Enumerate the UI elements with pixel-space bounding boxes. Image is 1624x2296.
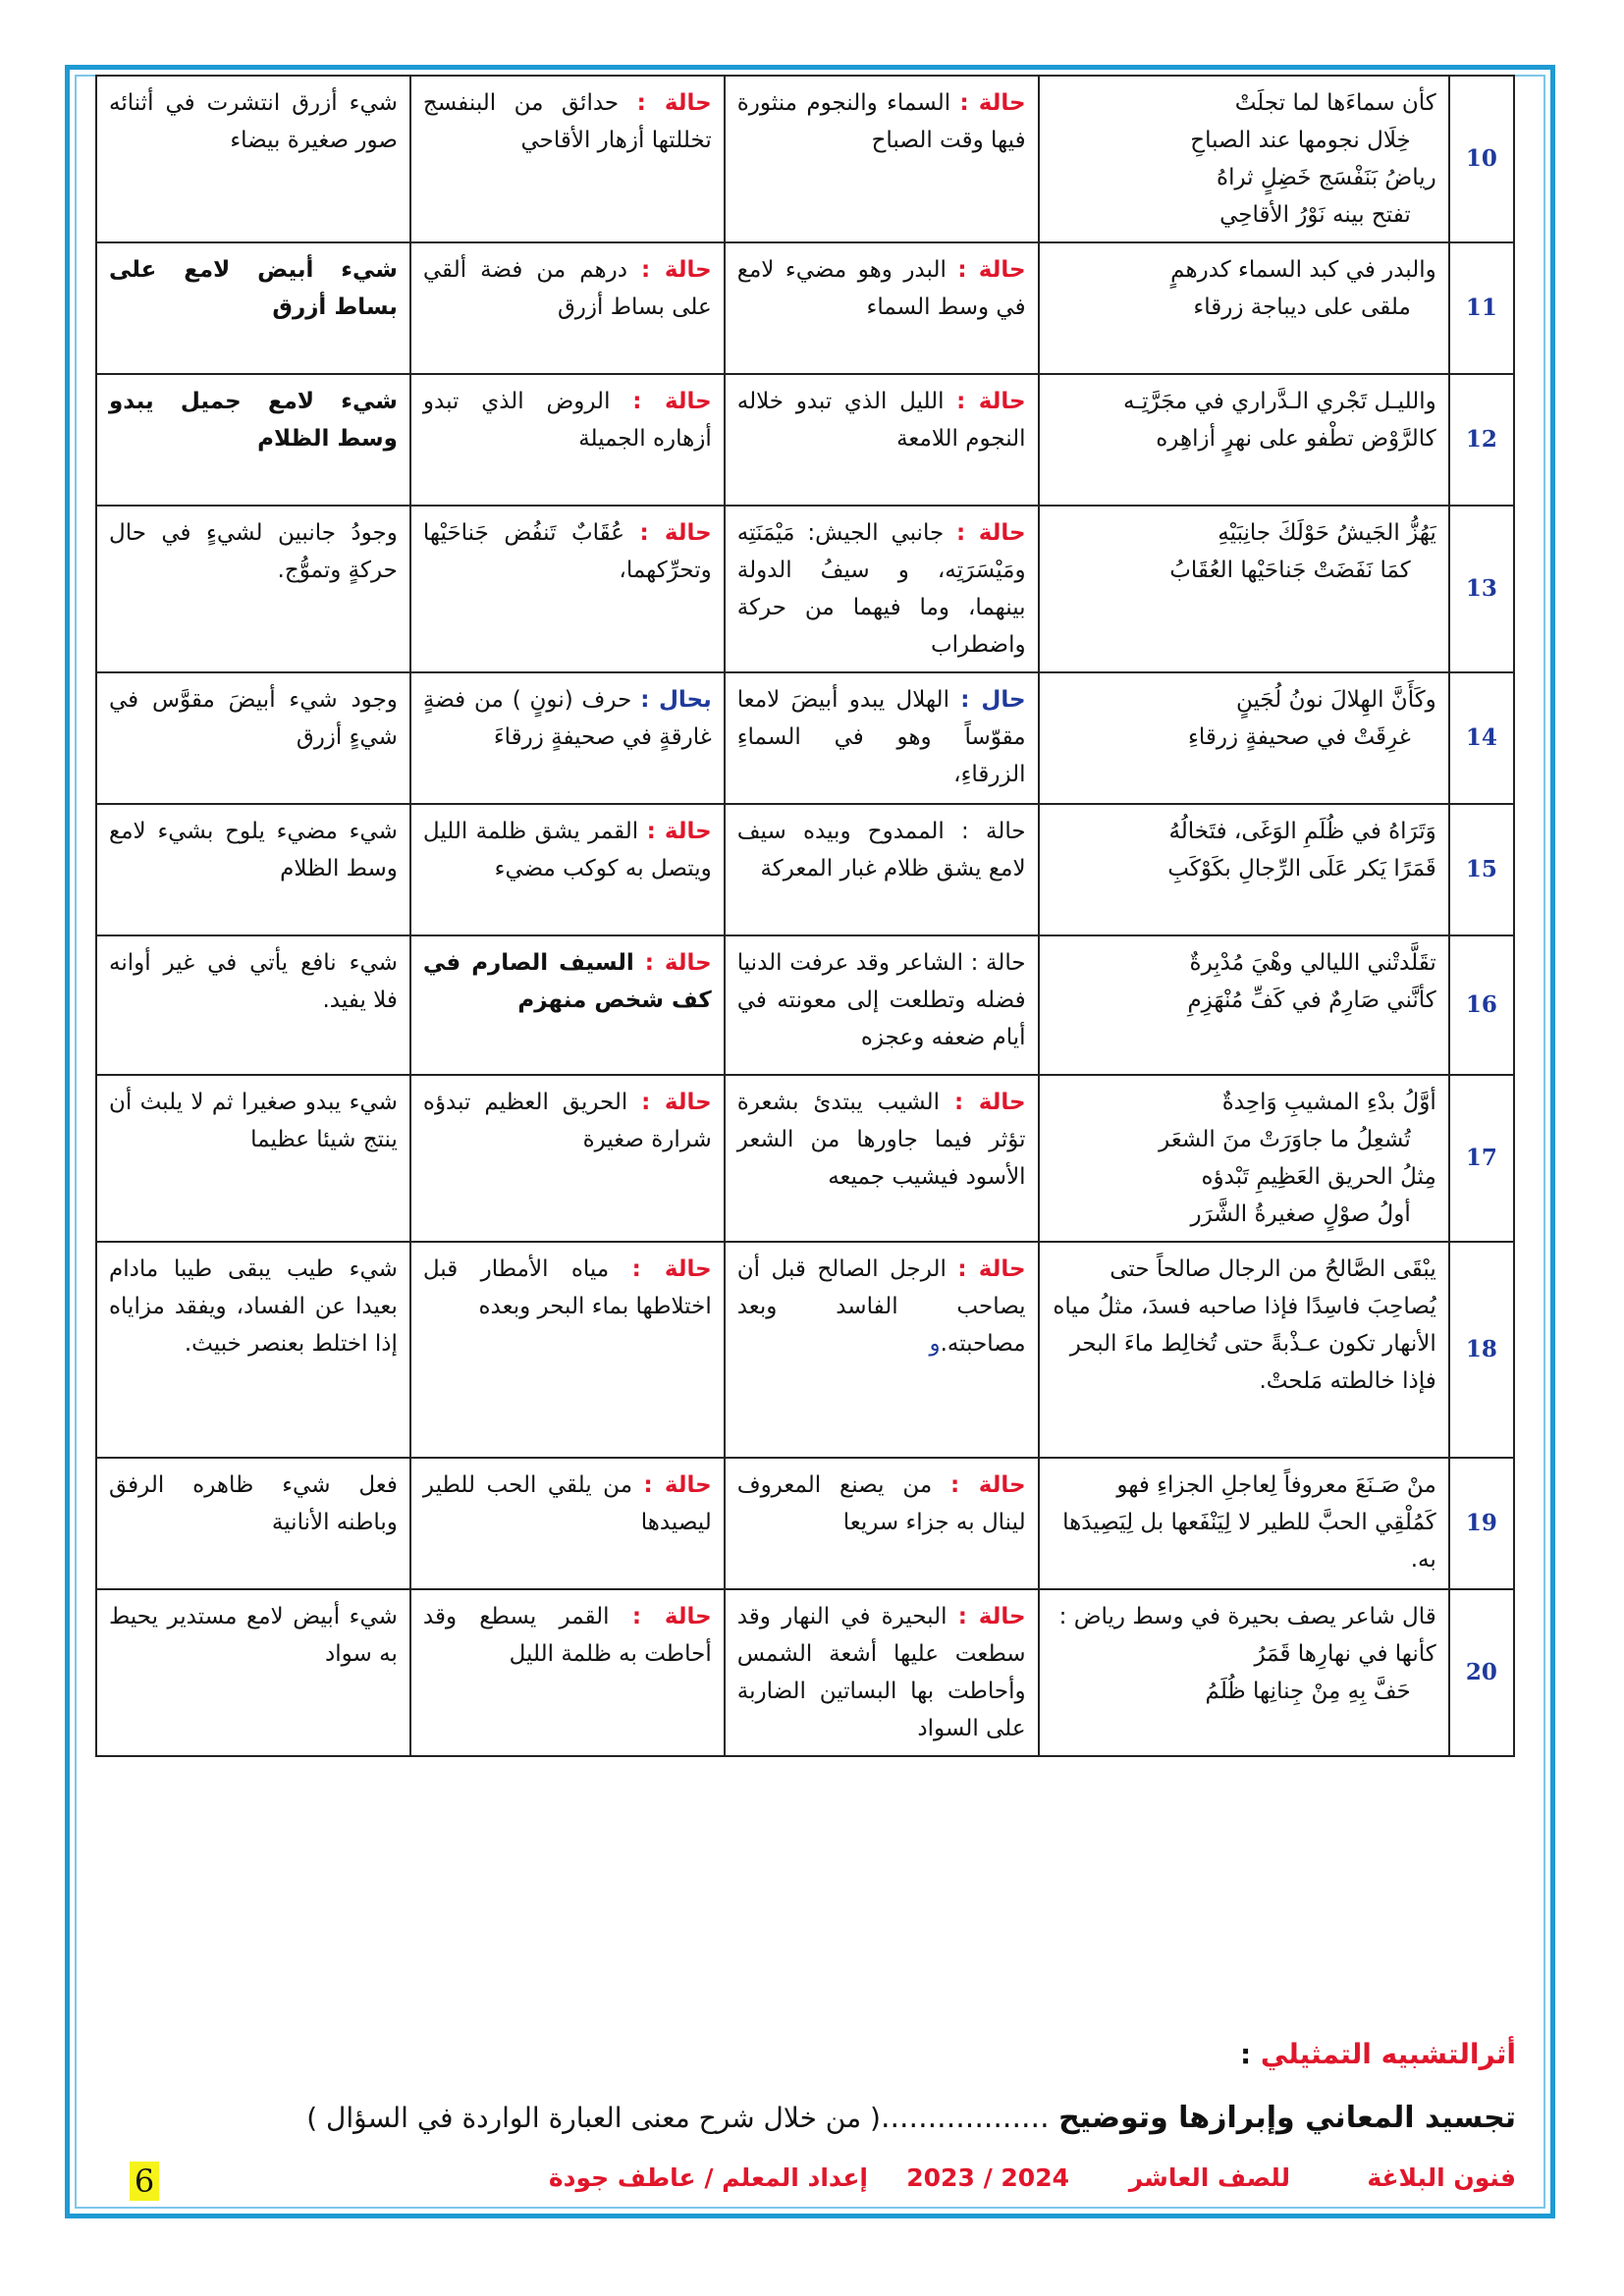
- original-case-cell-text: من يصنع المعروف لينال به جزاء سريعا: [736, 1472, 1026, 1535]
- footer-subject: فنون البلاغة: [1367, 2163, 1516, 2192]
- common-trait-cell-text: شيء أبيض لامع على بساط أزرق: [109, 257, 398, 320]
- common-trait-cell: [96, 672, 410, 804]
- verse-line: أولُ صوْلٍ صغيرةُ الشَّرَر: [1190, 1201, 1411, 1227]
- common-trait-cell-text: وجودُ جانبين لشيءٍ في حال حركةٍ وتموُّج.: [109, 520, 398, 583]
- state-label: حالة :: [959, 90, 1026, 116]
- simile-case-cell: [410, 76, 725, 242]
- table-row: [96, 1242, 1514, 1458]
- verse-cell: [1039, 804, 1449, 935]
- original-case-cell: [725, 935, 1039, 1075]
- verse-line: قَمَرًا يَكر عَلَى الرِّجالِ بكَوْكَبِ: [1167, 856, 1436, 881]
- simile-case-cell-text: حدائق من البنفسج تخللتها أزهار الأقاحي: [422, 90, 712, 153]
- simile-case-cell-text: السيف الصارم في كف شخص منهزم: [422, 950, 712, 1013]
- simile-case-cell-text: درهم من فضة ألقي على بساط أزرق: [422, 257, 712, 320]
- verse-line: والبدر في كبد السماء كدرهمٍ: [1170, 257, 1436, 283]
- verse-line: قال شاعر يصف بحيرة في وسط رياض :: [1058, 1604, 1436, 1629]
- simile-case-cell: [410, 1075, 725, 1242]
- simile-case-cell: [410, 374, 725, 506]
- verse-line: كأنها في نهارِها قَمَرُ: [1254, 1641, 1436, 1667]
- verse-line: وَتَرَاهُ في ظُلَمِ الوَغَى، فتَخالُهُ: [1168, 819, 1436, 844]
- simile-case-cell-text: القمر يشق ظلمة الليل ويتصل به كوكب مضيء: [422, 819, 712, 881]
- verse-line: تفتح بينه نَوْرُ الأقاحِي: [1219, 202, 1411, 228]
- verse-line: كمَا نَفَضَتْ جَناحَيْها العُقَابُ: [1169, 558, 1411, 583]
- state-label: حالة :: [631, 1604, 712, 1629]
- common-trait-cell: [96, 1075, 410, 1242]
- original-case-cell-text: السماء والنجوم منثورة فيها وقت الصباح: [736, 90, 1026, 153]
- simile-case-cell-text: مياه الأمطار قبل اختلاطها بماء البحر وبعده: [422, 1256, 712, 1319]
- table-row: [96, 804, 1514, 935]
- simile-case-cell: [410, 1589, 725, 1756]
- simile-case-cell: [410, 935, 725, 1075]
- section-title: أثرالتشبيه التمثيلي :: [1239, 2038, 1516, 2070]
- table-row: [96, 672, 1514, 804]
- common-trait-cell-text: شيء نافع يأتي في غير أوانه فلا يفيد.: [109, 950, 398, 1013]
- table-row: [96, 935, 1514, 1075]
- verse-cell: [1039, 935, 1449, 1075]
- verse-line: أوَّلُ بدْءِ المشيبِ وَاحِدةٌ: [1221, 1090, 1436, 1115]
- extra-mark: و: [929, 1331, 941, 1357]
- state-label: حالة :: [631, 1256, 712, 1282]
- verse-cell: [1039, 506, 1449, 672]
- simile-case-cell-text: عُقَابٌ تَنفُض جَناحَيْها وتحرِّكهما،: [422, 520, 712, 583]
- state-label: حالة :: [950, 1472, 1026, 1498]
- common-trait-cell-text: شيء يبدو صغيرا ثم لا يلبث أن ينتج شيئا عظيما: [109, 1090, 398, 1152]
- common-trait-cell: [96, 804, 410, 935]
- verse-line: وكَأَنَّ الهِلالَ نونُ لُجَينٍ: [1235, 687, 1436, 713]
- state-label: حالة :: [643, 1472, 712, 1498]
- original-case-cell-text: جانبي الجيش: مَيْمَنَتِه ومَيْسَرَتِه، و سيفُ الدولة بينهما، وما فيهما من حركة واضطراب: [736, 520, 1026, 658]
- simile-case-cell-text: القمر يسطع وقد أحاطت به ظلمة الليل: [422, 1604, 712, 1667]
- common-trait-cell: [96, 935, 410, 1075]
- verse-cell: [1039, 242, 1449, 374]
- verse-line: رياضُ بَنَفْسَج خَضِلٍ ثراهُ: [1217, 165, 1436, 190]
- common-trait-cell-text: فعل شيء ظاهره الرفق وباطنه الأنانية: [109, 1472, 398, 1535]
- row-number: 19: [1449, 1458, 1514, 1589]
- simile-case-cell-text: الروض الذي تبدو أزهاره الجميلة: [422, 389, 712, 452]
- simile-case-cell: [410, 804, 725, 935]
- verse-cell: [1039, 374, 1449, 506]
- state-label: حالة :: [646, 819, 712, 844]
- state-label: حالة :: [957, 1604, 1026, 1629]
- common-trait-cell: [96, 76, 410, 242]
- original-case-cell: [725, 242, 1039, 374]
- common-trait-cell: [96, 374, 410, 506]
- verse-cell: [1039, 672, 1449, 804]
- state-label: حالة :: [636, 90, 712, 116]
- footer-author: إعداد المعلم / عاطف جودة: [548, 2163, 868, 2192]
- section-paren: ( من خلال شرح معنى العبارة الواردة في السؤال ): [306, 2102, 881, 2134]
- verse-line: خِلَال نجومها عند الصباحِ: [1190, 128, 1411, 153]
- original-case-cell: [725, 672, 1039, 804]
- state-label: حالة :: [639, 520, 712, 546]
- row-number: 11: [1449, 242, 1514, 374]
- common-trait-cell: [96, 242, 410, 374]
- verse-line: مِثلُ الحريق العَظِيمِ تَبْدؤه: [1201, 1164, 1436, 1190]
- verse-line: يبْقَى الصَّالحُ من الرجال صالحاً حتى يُصاحِبَ فاسِدًا فإذا صاحبه فسدَ، مثلُ مياه الأنهار تكون عـذْبةً حتى تُخالِط ماءَ البحر فإذا خالطته مَلحتْ.: [1053, 1256, 1436, 1394]
- verse-line: كأنَّني صَارِمٌ في كَفِّ مُنْهَزِمِ: [1187, 988, 1436, 1013]
- row-number: 16: [1449, 935, 1514, 1075]
- verse-cell: [1039, 1075, 1449, 1242]
- original-case-cell-text: الشيب يبتدئ بشعرة تؤثر فيما جاورها من الشعر الأسود فيشيب جميعه: [736, 1090, 1026, 1190]
- verse-line: كأن سماءَها لما تجلَتْ: [1234, 90, 1436, 116]
- table-row: [96, 374, 1514, 506]
- row-number: 15: [1449, 804, 1514, 935]
- original-case-cell-text: حالة : الشاعر وقد عرفت الدنيا فضله وتطلعت إلى معونته في أيام ضعفه وعجزه: [736, 950, 1026, 1050]
- state-label: حالة :: [957, 257, 1026, 283]
- original-case-cell: [725, 76, 1039, 242]
- state-label: حالة :: [641, 1090, 712, 1115]
- original-case-cell: [725, 1589, 1039, 1756]
- table-row: [96, 1589, 1514, 1756]
- row-number: 12: [1449, 374, 1514, 506]
- state-label: حالة :: [632, 389, 712, 414]
- simile-case-cell-text: الحريق العظيم تبدؤه شرارة صغيرة: [422, 1090, 712, 1152]
- common-trait-cell: [96, 1458, 410, 1589]
- original-case-cell-text: البحيرة في النهار وقد سطعت عليها أشعة الشمس وأحاطت بها البساتين الضاربة على السواد: [736, 1604, 1026, 1741]
- state-label: حالة :: [644, 950, 712, 976]
- table-row: [96, 506, 1514, 672]
- common-trait-cell-text: وجود شيء أبيضَ مقوَّس في شيءٍ أزرق: [109, 687, 398, 750]
- row-number: 20: [1449, 1589, 1514, 1756]
- original-case-cell-text: حالة : الممدوح وبيده سيف لامع يشق ظلام غبار المعركة: [736, 819, 1026, 881]
- state-label: حالة :: [956, 389, 1026, 414]
- common-trait-cell: [96, 506, 410, 672]
- state-label: حالة :: [956, 520, 1026, 546]
- simile-case-cell: [410, 506, 725, 672]
- verse-line: تقَلَّدتْني الليالي وهْيَ مُدْبِرةٌ: [1189, 950, 1436, 976]
- row-number: 17: [1449, 1075, 1514, 1242]
- table-row: [96, 1075, 1514, 1242]
- common-trait-cell-text: شيء أزرق انتشرت في أثنائه صور صغيرة بيضاء: [109, 90, 398, 153]
- common-trait-cell-text: شيء أبيض لامع مستدير يحيط به سواد: [109, 1604, 398, 1667]
- row-number: 14: [1449, 672, 1514, 804]
- table-row: [96, 242, 1514, 374]
- original-case-cell-text: الهلال يبدو أبيضَ لامعا مقوّساً وهو في السماءِ الزرقاءِ،: [736, 687, 1026, 787]
- common-trait-cell-text: شيء لامع جميل يبدو وسط الظلام: [109, 389, 398, 452]
- state-label: حالة :: [641, 257, 712, 283]
- table-row: [96, 1458, 1514, 1589]
- verse-line: يَهُزُّ الجَيشُ حَوْلَكَ جانِبَيْهِ: [1218, 520, 1436, 546]
- similes-table: [95, 75, 1515, 1757]
- footer-grade: للصف العاشر: [1128, 2163, 1290, 2192]
- footer-year: 2024 / 2023: [906, 2163, 1069, 2192]
- verse-cell: [1039, 76, 1449, 242]
- original-case-cell: [725, 804, 1039, 935]
- state-label: حال :: [960, 687, 1026, 713]
- common-trait-cell: [96, 1242, 410, 1458]
- simile-case-cell: [410, 1458, 725, 1589]
- verse-cell: [1039, 1242, 1449, 1458]
- original-case-cell: [725, 1075, 1039, 1242]
- state-label: حالة :: [957, 1256, 1026, 1282]
- original-case-cell-text: البدر وهو مضيء لامع في وسط السماء: [736, 257, 1026, 320]
- common-trait-cell-text: شيء مضيء يلوح بشيء لامع وسط الظلام: [109, 819, 398, 881]
- verse-cell: [1039, 1589, 1449, 1756]
- verse-line: تُشعِلُ ما جاوَرَتْ منَ الشعَر: [1159, 1127, 1411, 1152]
- original-case-cell: [725, 374, 1039, 506]
- verse-line: منْ صَـنَعَ معروفاً لِعاجلِ الجزاءِ فهو كَمُلْقِي الحبَّ للطير لا لِيَنْفَعها بل لِيَصِيدَها به.: [1062, 1472, 1436, 1573]
- state-label: حالة :: [953, 1090, 1026, 1115]
- state-label: بحال :: [640, 687, 712, 713]
- original-case-cell-text: الليل الذي تبدو خلاله النجوم اللامعة: [736, 389, 1026, 452]
- original-case-cell: [725, 506, 1039, 672]
- table-row: [96, 76, 1514, 242]
- page-number: 6: [130, 2162, 159, 2201]
- verse-cell: [1039, 1458, 1449, 1589]
- common-trait-cell-text: شيء طيب يبقى طيبا مادام بعيدا عن الفساد، ويفقد مزاياه إذا اختلط بعنصر خبيث.: [109, 1256, 398, 1357]
- section-body: [306, 2101, 1516, 2135]
- original-case-cell-text: الرجل الصالح قبل أن يصاحب الفاسد وبعد مصاحبته.: [736, 1256, 1026, 1357]
- common-trait-cell: [96, 1589, 410, 1756]
- footer: [128, 2163, 1516, 2203]
- original-case-cell: [725, 1242, 1039, 1458]
- verse-line: حَفَّ بِهِ مِنْ جِنانِها ظُلَمُ: [1205, 1679, 1411, 1704]
- row-number: 10: [1449, 76, 1514, 242]
- verse-line: غرِقَتْ في صحيفةٍ زرقاءِ: [1188, 724, 1411, 750]
- simile-case-cell: [410, 242, 725, 374]
- section-body-text: تجسيد المعاني وإبرازها وتوضيح: [1058, 2101, 1516, 2135]
- simile-case-cell-text: حرف (نونٍ ) من فضةٍ غارقةٍ في صحيفةٍ زرقاءَ: [422, 687, 712, 750]
- simile-case-cell: [410, 672, 725, 804]
- verse-line: ملقى على ديباجة زرقاء: [1193, 294, 1411, 320]
- original-case-cell: [725, 1458, 1039, 1589]
- section-dots: ..................: [880, 2101, 1059, 2135]
- simile-case-cell-text: من يلقي الحب للطير ليصيدها: [422, 1472, 712, 1535]
- simile-case-cell: [410, 1242, 725, 1458]
- row-number: 18: [1449, 1242, 1514, 1458]
- verse-line: كالرَّوْض تطْفو على نهرٍ أزاهِره: [1156, 426, 1436, 452]
- row-number: 13: [1449, 506, 1514, 672]
- verse-line: والليـل تَجْري الـدَّراري في مجَرَّتِـه: [1123, 389, 1436, 414]
